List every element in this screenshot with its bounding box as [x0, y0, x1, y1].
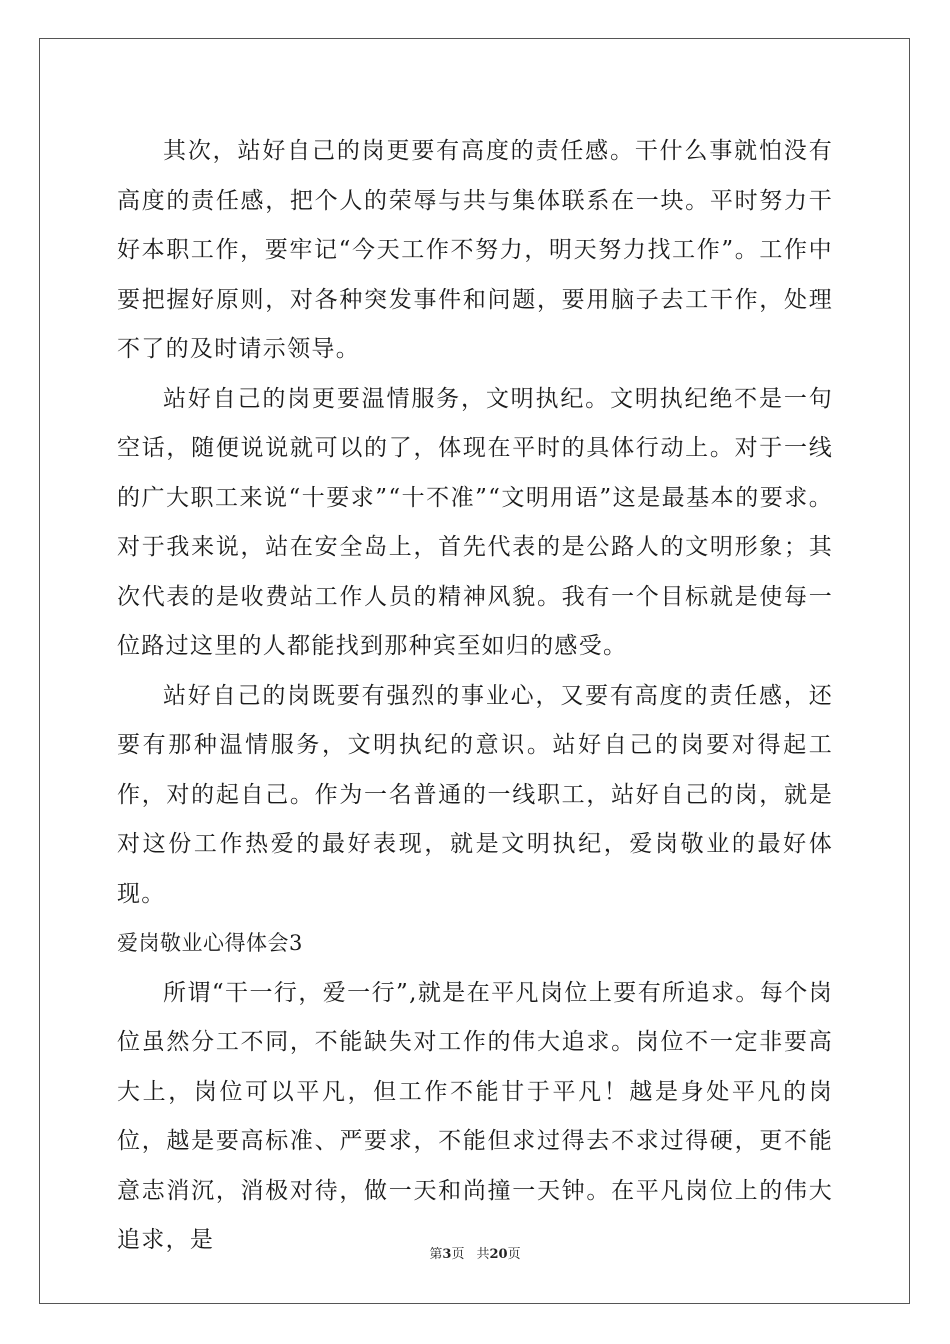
- total-pages: 20: [489, 1247, 508, 1262]
- paragraph-service: 站好自己的岗更要温情服务，文明执纪。文明执纪绝不是一句空话，随便说说就可以的了，体现在平时的具体行动上。对于一线的广大职工来说“十要求”“十不准”“文明用语”这是最基本的要求。对于我来说，站在安全岛上，首先代表的是公路人的文明形象；其次代表的是收费站工作人员的精神风貌。我有一个目标就是使每一位路过这里的人都能找到那种宾至如归的感受。: [117, 385, 833, 659]
- section-heading: 爱岗敬业心得体会3: [117, 931, 303, 955]
- paragraph-summary: 站好自己的岗既要有强烈的事业心，又要有高度的责任感，还要有那种温情服务，文明执纪的意识。站好自己的岗要对得起工作，对的起自己。作为一名普通的一线职工，站好自己的岗，就是对这份工作热爱的最好表现，就是文明执纪，爱岗敬业的最好体现。: [117, 682, 833, 907]
- page-footer: [0, 1243, 950, 1262]
- document-body: [117, 127, 833, 1266]
- paragraph-responsibility: 其次，站好自己的岗更要有高度的责任感。干什么事就怕没有高度的责任感，把个人的荣辱与共与集体联系在一块。平时努力干好本职工作，要牢记“今天工作不努力，明天努力找工作”。工作中要把握好原则，对各种突发事件和问题，要用脑子去工干作，处理不了的及时请示领导。: [117, 138, 833, 362]
- total-prefix: 共: [476, 1247, 490, 1262]
- page-number: 3: [442, 1247, 452, 1262]
- page-suffix: 页: [451, 1247, 465, 1262]
- page-prefix: 第: [429, 1247, 443, 1262]
- paragraph-section-3: 所谓“干一行，爱一行”,就是在平凡岗位上要有所追求。每个岗位虽然分工不同，不能缺失对工作的伟大追求。岗位不一定非要高大上，岗位可以平凡，但工作不能甘于平凡！越是身处平凡的岗位，越是要高标准、严要求，不能但求过得去不求过得硬，更不能意志消沉，消极对待，做一天和尚撞一天钟。在平凡岗位上的伟大追求，是: [117, 979, 833, 1253]
- total-suffix: 页: [507, 1247, 521, 1262]
